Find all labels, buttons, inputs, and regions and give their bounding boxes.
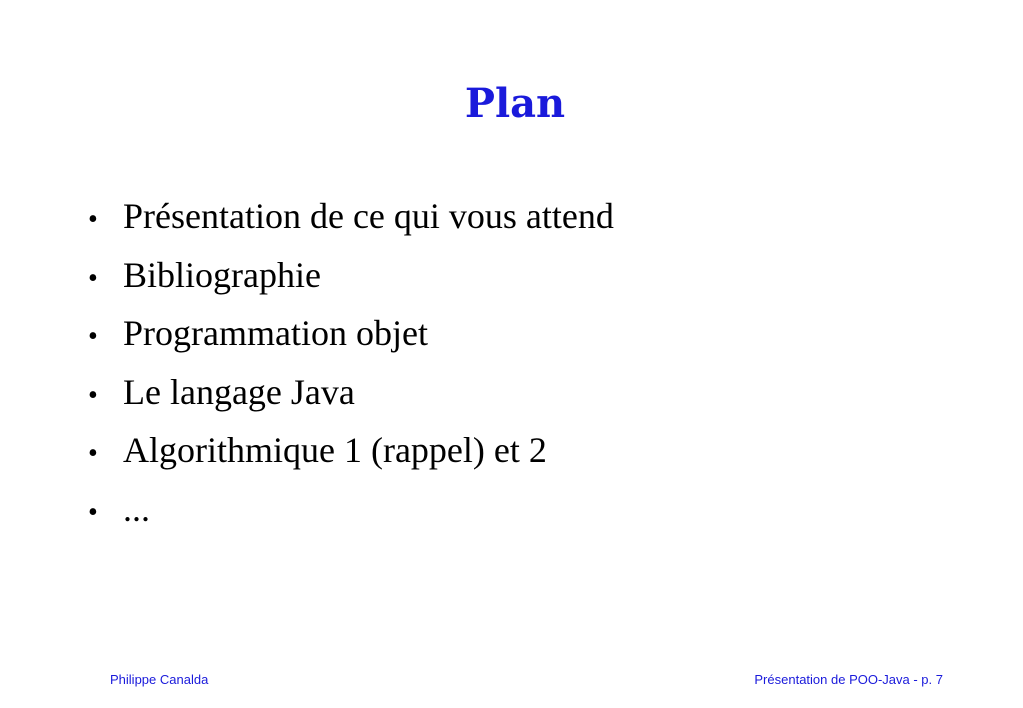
footer-page-info: Présentation de POO-Java - p. 7 bbox=[754, 672, 943, 687]
bullet-list bbox=[88, 195, 614, 546]
slide-title: Plan bbox=[464, 80, 566, 127]
list-item-text: Le langage Java bbox=[123, 371, 355, 412]
list-item bbox=[88, 312, 614, 371]
list-item-text: ... bbox=[123, 488, 150, 529]
list-item-text: Algorithmique 1 (rappel) et 2 bbox=[123, 430, 547, 470]
footer-author: Philippe Canalda bbox=[110, 672, 209, 687]
list-item-text: Présentation de ce qui vous attend bbox=[123, 196, 614, 236]
list-item bbox=[88, 371, 614, 430]
list-item bbox=[88, 254, 614, 313]
bullet-icon: • bbox=[88, 496, 98, 528]
bullet-icon: • bbox=[88, 321, 98, 352]
bullet-icon: • bbox=[88, 438, 98, 469]
bullet-icon: • bbox=[88, 262, 98, 294]
list-item-text: Bibliographie bbox=[123, 254, 321, 295]
list-item bbox=[88, 488, 614, 547]
list-item bbox=[88, 195, 614, 254]
list-item-text: Programmation objet bbox=[123, 313, 428, 353]
list-item bbox=[88, 429, 614, 488]
bullet-icon: • bbox=[88, 204, 98, 235]
bullet-icon: • bbox=[88, 379, 98, 411]
